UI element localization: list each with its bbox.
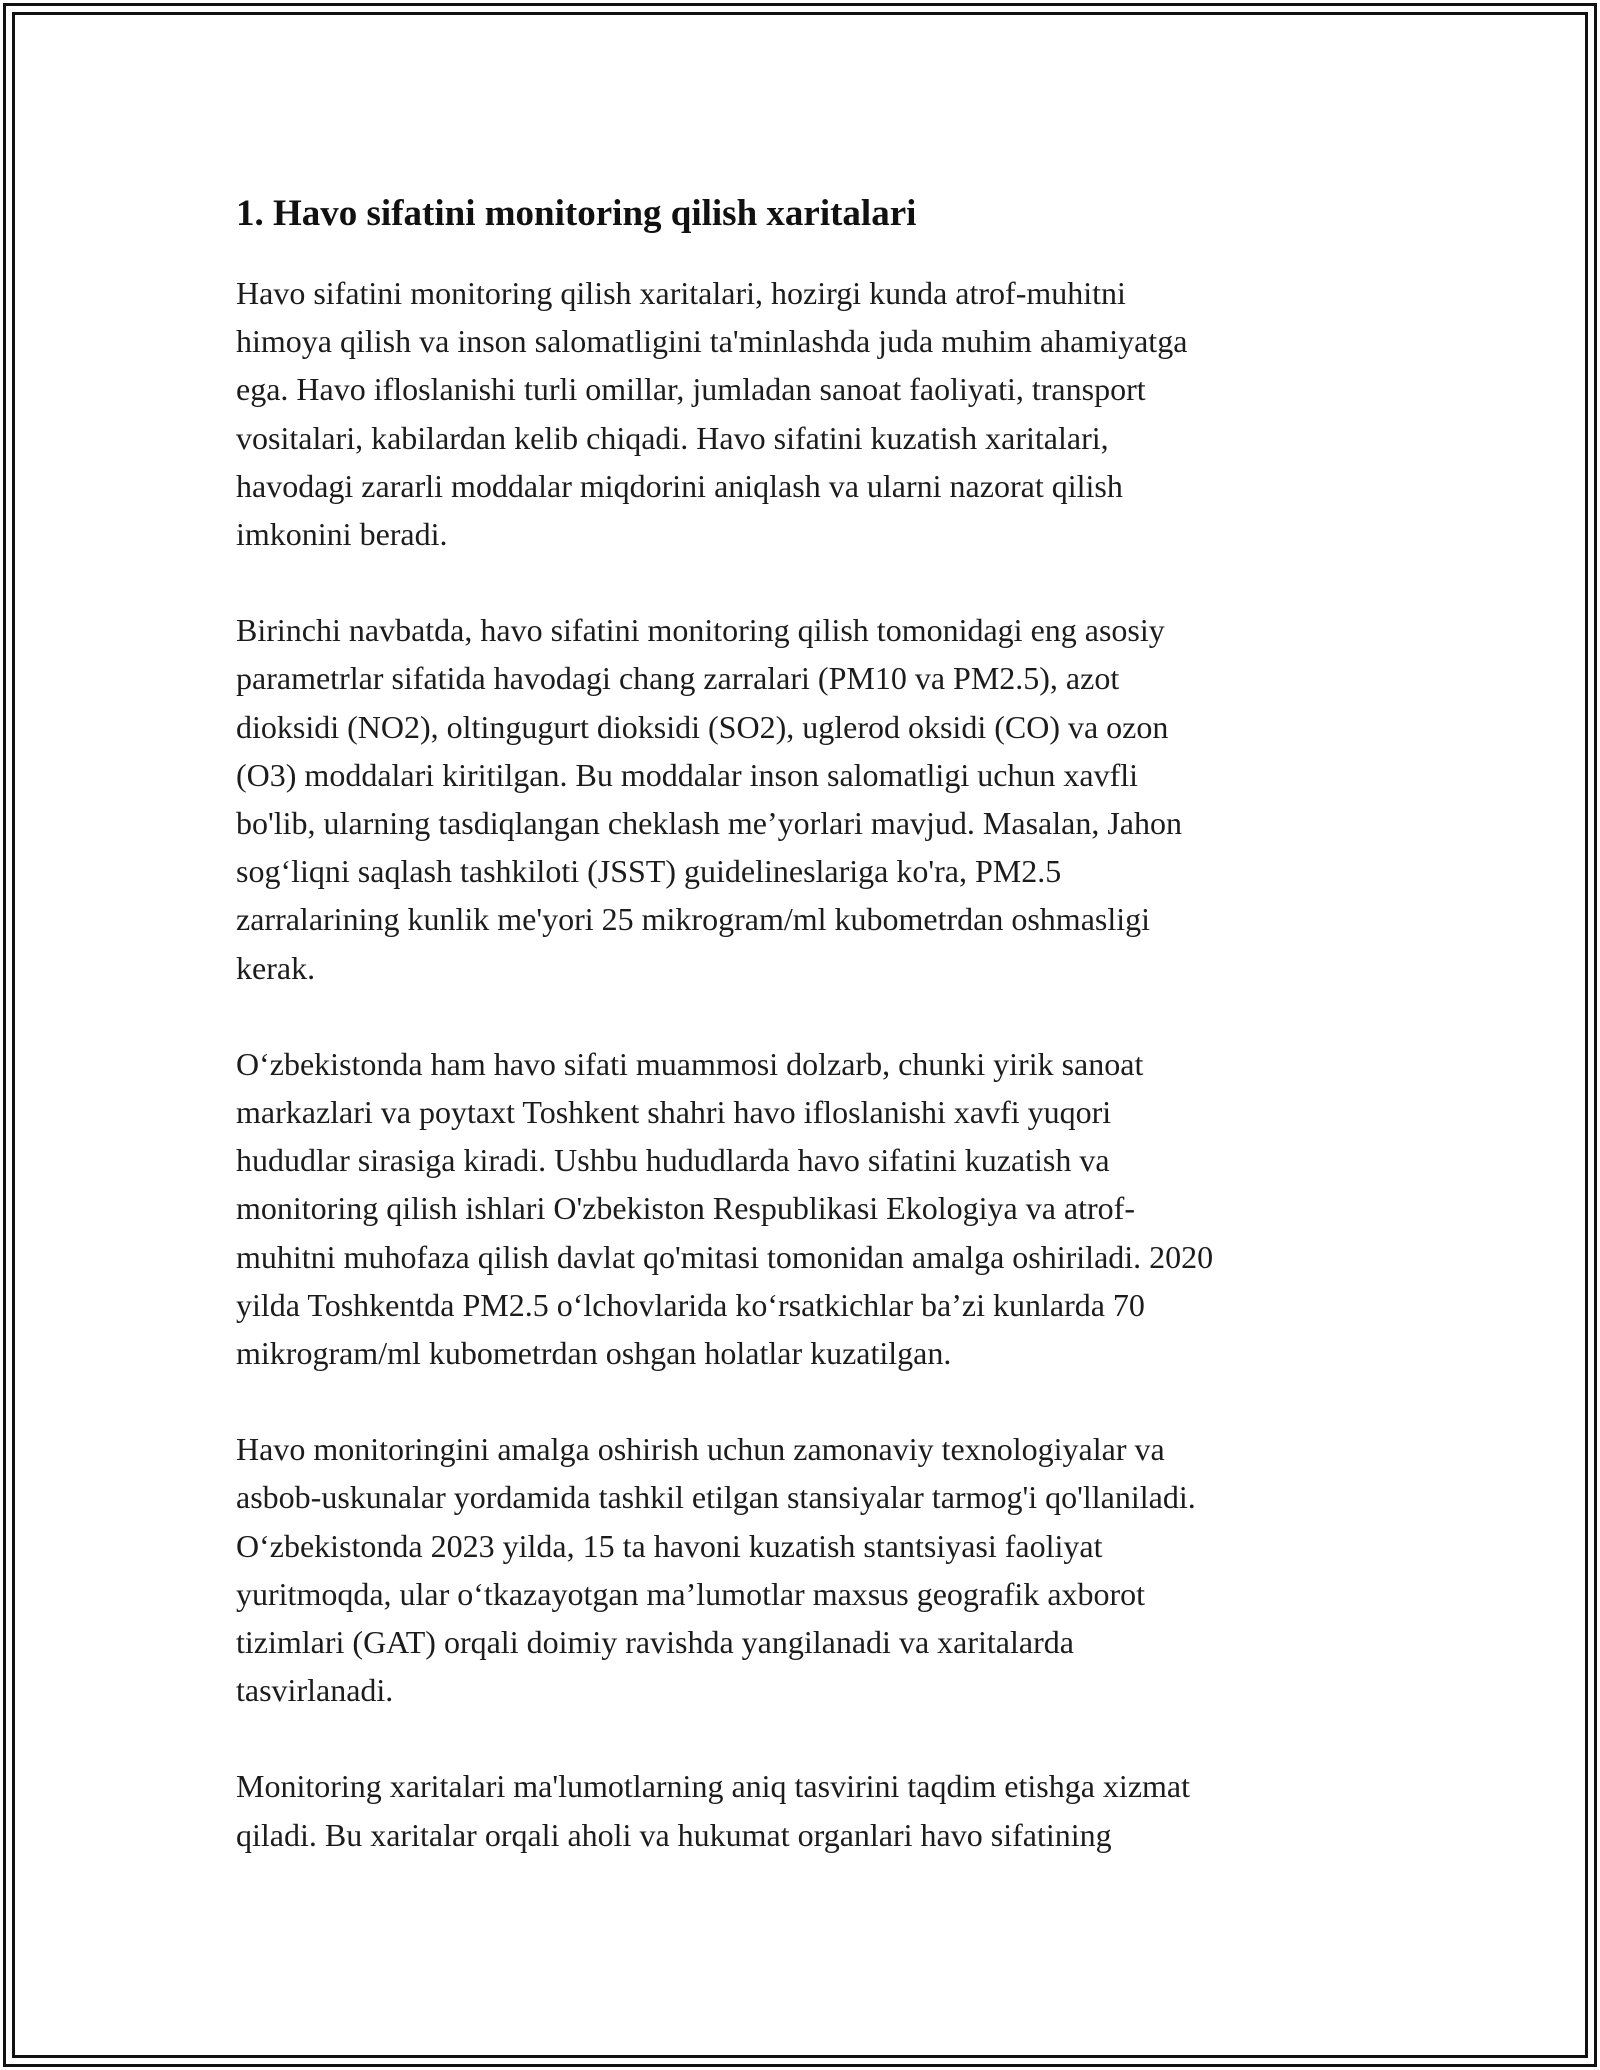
text-line: tasvirlanadi. xyxy=(236,1672,394,1709)
text-line: kerak. xyxy=(236,949,316,986)
text-line: ega. Havo ifloslanishi turli omillar, jumladan sanoat faoliyati, transport xyxy=(236,371,1146,408)
text-line: qiladi. Bu xaritalar orqali aholi va hukumat organlari havo sifatining xyxy=(236,1816,1112,1853)
paragraph xyxy=(236,1040,1366,1377)
text-line: (O3) moddalari kiritilgan. Bu moddalar inson salomatligi uchun xavfli xyxy=(236,756,1139,793)
text-line: O‘zbekistonda ham havo sifati muammosi dolzarb, chunki yirik sanoat xyxy=(236,1045,1144,1082)
document-body xyxy=(236,185,1366,1907)
text-line: O‘zbekistonda 2023 yilda, 15 ta havoni kuzatish stantsiyasi faoliyat xyxy=(236,1527,1103,1564)
text-line: Monitoring xaritalari ma'lumotlarning aniq tasvirini taqdim etishga xizmat xyxy=(236,1768,1190,1805)
text-line: havodagi zararli moddalar miqdorini aniqlash va ularni nazorat qilish xyxy=(236,467,1123,504)
text-line: Havo sifatini monitoring qilish xaritalari, hozirgi kunda atrof-muhitni xyxy=(236,275,1126,311)
text-line: muhitni muhofaza qilish davlat qo'mitasi tomonidan amalga oshiriladi. 2020 xyxy=(236,1238,1214,1275)
text-line: yuritmoqda, ular o‘tkazayotgan ma’lumotlar maxsus geografik axborot xyxy=(236,1575,1146,1612)
text-line: asbob-uskunalar yordamida tashkil etilgan stansiyalar tarmog'i qo'llaniladi. xyxy=(236,1479,1196,1516)
paragraph-list xyxy=(236,269,1366,1859)
text-line: dioksidi (NO2), oltingugurt dioksidi (SO2), uglerod oksidi (CO) va ozon xyxy=(236,708,1169,745)
text-line: yilda Toshkentda PM2.5 o‘lchovlarida ko‘rsatkichlar ba’zi kunlarda 70 xyxy=(236,1286,1145,1323)
text-line: imkonini beradi. xyxy=(236,516,448,553)
text-line: himoya qilish va inson salomatligini ta'minlashda juda muhim ahamiyatga xyxy=(236,323,1188,360)
text-line: parametrlar sifatida havodagi chang zarralari (PM10 va PM2.5), azot xyxy=(236,660,1120,697)
text-line: hududlar sirasiga kiradi. Ushbu hududlarda havo sifatini kuzatish va xyxy=(236,1142,1110,1179)
text-line: sog‘liqni saqlash tashkiloti (JSST) guidelineslariga ko'ra, PM2.5 xyxy=(236,853,1062,890)
text-line: tizimlari (GAT) orqali doimiy ravishda yangilanadi va xaritalarda xyxy=(236,1624,1074,1661)
paragraph xyxy=(236,606,1366,992)
text-line: bo'lib, ularning tasdiqlangan cheklash me’yorlari mavjud. Masalan, Jahon xyxy=(236,805,1182,842)
paragraph xyxy=(236,1762,1366,1858)
text-line: mikrogram/ml kubometrdan oshgan holatlar kuzatilgan. xyxy=(236,1335,952,1372)
text-line: vositalari, kabilardan kelib chiqadi. Havo sifatini kuzatish xaritalari, xyxy=(236,419,1109,456)
section-heading: 1. Havo sifatini monitoring qilish xaritalari xyxy=(236,193,917,234)
text-line: zarralarining kunlik me'yori 25 mikrogram/ml kubometrdan oshmasligi xyxy=(236,901,1151,938)
text-line: Havo monitoringini amalga oshirish uchun zamonaviy texnologiyalar va xyxy=(236,1431,1165,1468)
text-line: Birinchi navbatda, havo sifatini monitoring qilish tomonidagi eng asosiy xyxy=(236,612,1165,649)
paragraph xyxy=(236,1425,1366,1714)
text-line: monitoring qilish ishlari O'zbekiston Respublikasi Ekologiya va atrof- xyxy=(236,1190,1135,1227)
text-line: markazlari va poytaxt Toshkent shahri havo ifloslanishi xavfi yuqori xyxy=(236,1094,1112,1131)
paragraph xyxy=(236,269,1366,558)
